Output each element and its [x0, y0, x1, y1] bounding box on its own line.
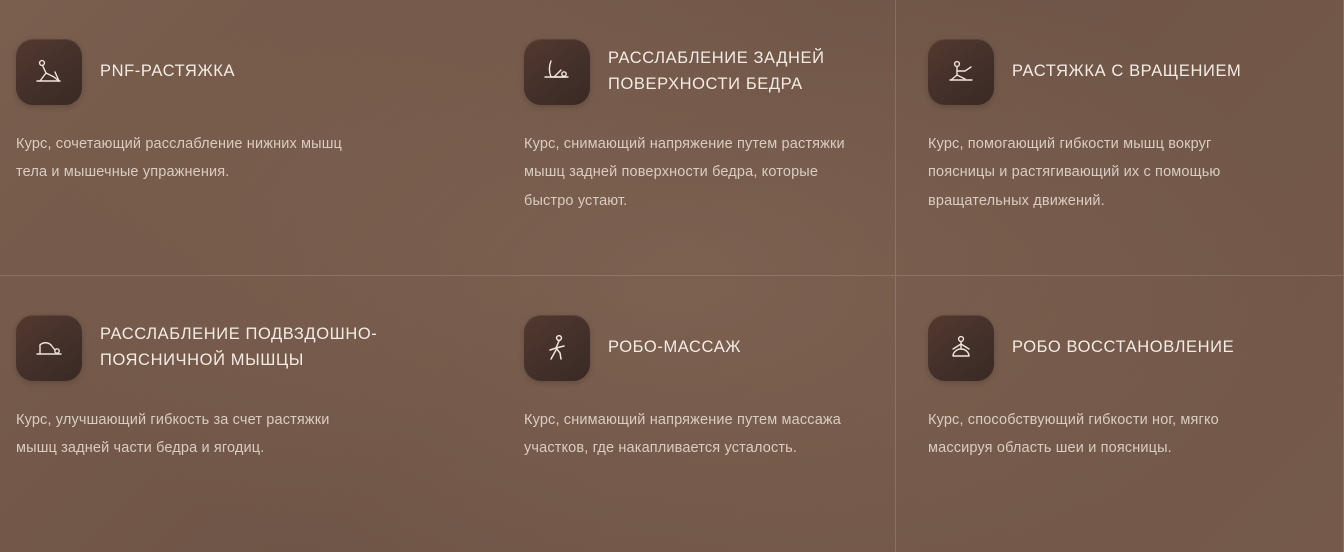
- card-title: РАССЛАБЛЕНИЕ ЗАДНЕЙ ПОВЕРХНОСТИ БЕДРА: [608, 49, 825, 93]
- card-header: [524, 36, 845, 108]
- card-header: [928, 36, 1313, 108]
- card-description: Курс, улучшающий гибкость за счет растяжки мышц задней части бедра и ягодиц.: [16, 412, 330, 457]
- card-description: Курс, снимающий напряжение путем растяжки мышц задней поверхности бедра, которые быстро устают.: [524, 136, 845, 209]
- course-card-pnf-stretch[interactable]: [0, 0, 448, 276]
- card-title: РОБО ВОССТАНОВЛЕНИЕ: [1012, 338, 1235, 357]
- card-header: [524, 312, 845, 384]
- card-header: [16, 36, 408, 108]
- card-description: Курс, снимающий напряжение путем массажа участков, где накапливается усталость.: [524, 412, 841, 457]
- pnf-stretch-icon: [16, 39, 82, 105]
- course-card-rotation-stretch[interactable]: [896, 0, 1344, 276]
- robo-massage-icon: [524, 315, 590, 381]
- course-card-hamstring-relax[interactable]: [448, 0, 896, 276]
- card-header: [928, 312, 1313, 384]
- card-title: PNF-РАСТЯЖКА: [100, 62, 236, 81]
- card-header: [16, 312, 408, 384]
- card-title: РОБО-МАССАЖ: [608, 338, 742, 357]
- card-description: Курс, помогающий гибкости мышц вокруг поясницы и растягивающий их с помощью вращательных движений.: [928, 136, 1221, 209]
- iliopsoas-relax-icon: [16, 315, 82, 381]
- card-title: РАССЛАБЛЕНИЕ ПОДВЗДОШНО-ПОЯСНИЧНОЙ МЫШЦЫ: [100, 325, 378, 369]
- course-card-robo-massage[interactable]: [448, 276, 896, 552]
- robo-recovery-icon: [928, 315, 994, 381]
- card-description: Курс, сочетающий расслабление нижних мышц тела и мышечные упражнения.: [16, 136, 342, 181]
- card-title: РАСТЯЖКА С ВРАЩЕНИЕМ: [1012, 62, 1242, 81]
- course-card-iliopsoas-relax[interactable]: [0, 276, 448, 552]
- rotation-stretch-icon: [928, 39, 994, 105]
- card-description: Курс, способствующий гибкости ног, мягко массируя область шеи и поясницы.: [928, 412, 1219, 457]
- hamstring-relax-icon: [524, 39, 590, 105]
- course-card-robo-recovery[interactable]: [896, 276, 1344, 552]
